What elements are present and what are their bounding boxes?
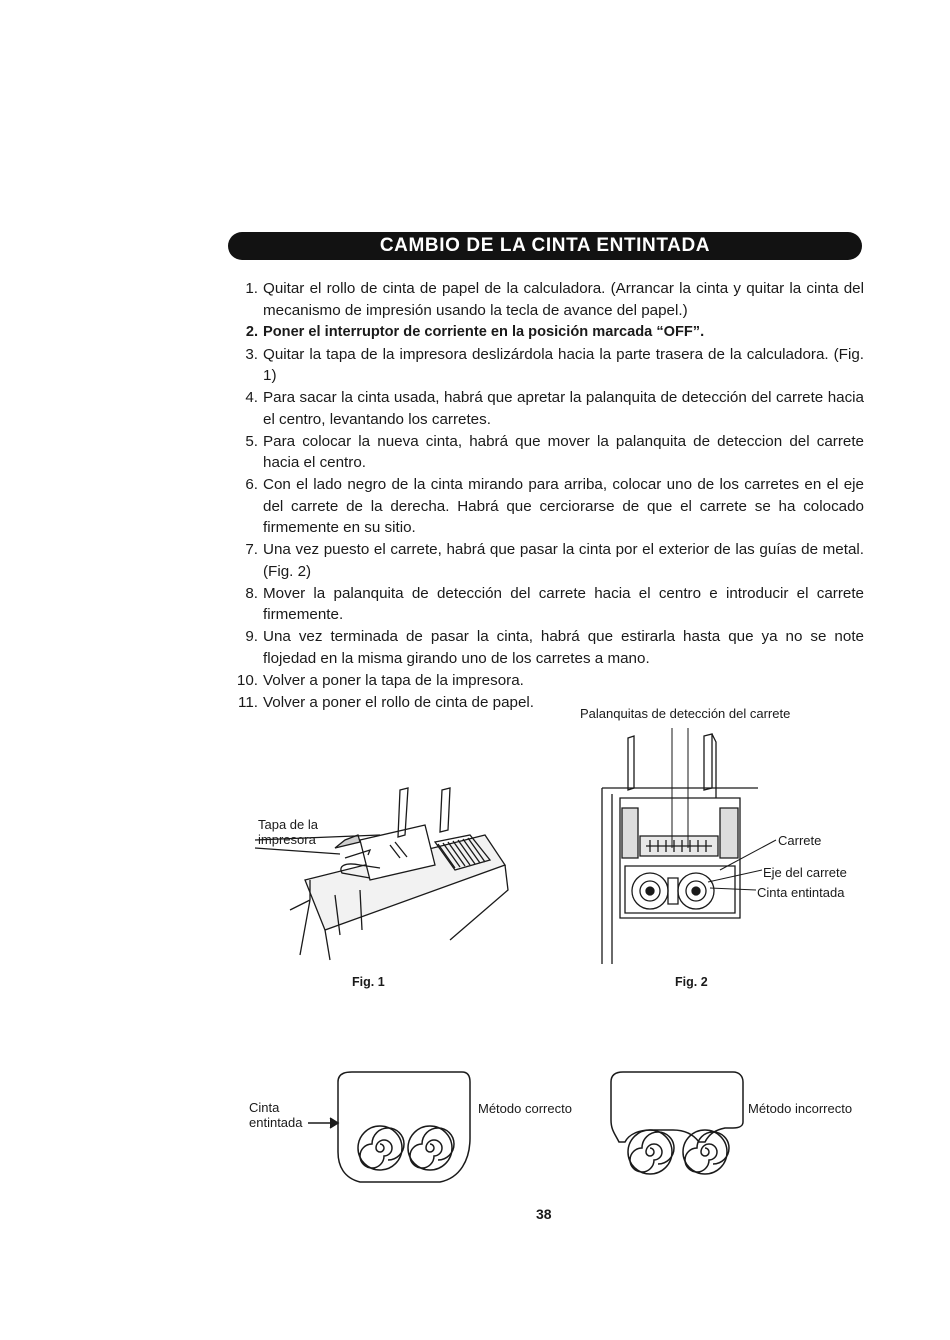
step-item xyxy=(228,670,864,692)
step-number: 1. xyxy=(245,280,258,297)
fig2-ribbon-label: Cinta entintada xyxy=(757,885,845,900)
step-item xyxy=(228,583,864,626)
incorrect-method-label: Método incorrecto xyxy=(748,1101,853,1116)
section-title: CAMBIO DE LA CINTA ENTINTADA xyxy=(379,235,711,256)
step-number: 7. xyxy=(245,541,258,558)
step-item xyxy=(228,278,864,321)
step-number: 5. xyxy=(245,432,258,450)
fig2-lever-label: Palanquitas de detección del carrete xyxy=(580,706,791,721)
step-number: 11. xyxy=(238,693,258,711)
step-item xyxy=(228,322,864,344)
fig1-illustration xyxy=(250,780,530,960)
step-text: Con el lado negro de la cinta mirando para arriba, colocar uno de los carretes en el eje del carrete de la derecha. Habrá que cerciorarse de que el carrete se ha colocado firmemente en su sitio. xyxy=(263,476,864,536)
step-text: Quitar la tapa de la impresora deslizárdola hacia la parte trasera de la calculadora. (Fig. 1) xyxy=(263,345,864,384)
correct-method-label: Método correcto xyxy=(478,1101,572,1116)
step-text: Para sacar la cinta usada, habrá que apretar la palanquita de detección del carrete hacia el centro, levantando los carretes. xyxy=(263,389,864,428)
step-number: 4. xyxy=(245,389,258,406)
step-item xyxy=(228,626,864,669)
step-item xyxy=(228,539,864,582)
incorrect-method-diagram xyxy=(605,1070,755,1190)
step-number: 8. xyxy=(245,584,258,602)
step-text: Mover la palanquita de detección del carrete hacia el centro e introducir el carrete firmemente. xyxy=(263,584,864,623)
step-text: Una vez puesto el carrete, habrá que pasar la cinta por el exterior de las guías de metal. (Fig. 2) xyxy=(263,541,864,580)
fig2-reel-label: Carrete xyxy=(778,833,822,848)
fig1-cover-label: Tapa de la impresora xyxy=(258,817,318,847)
step-item xyxy=(228,431,864,474)
step-text: Quitar el rollo de cinta de papel de la calculadora. (Arrancar la cinta y quitar la cinta del mecanismo de impresión usando la tecla de avance del papel.) xyxy=(263,280,864,319)
step-item xyxy=(228,474,864,539)
section-title-banner xyxy=(228,232,862,260)
correct-method-diagram xyxy=(300,1070,480,1190)
step-number: 6. xyxy=(245,476,258,493)
step-number: 2. xyxy=(245,323,258,340)
step-text: Poner el interruptor de corriente en la posición marcada “OFF”. xyxy=(263,323,705,340)
step-text: Volver a poner el rollo de cinta de papel. xyxy=(263,693,535,711)
step-item xyxy=(228,387,864,430)
step-item xyxy=(228,344,864,387)
step-number: 9. xyxy=(245,628,258,645)
fig2-caption: Fig. 2 xyxy=(675,975,708,989)
ribbon-label: Cinta entintada xyxy=(249,1100,303,1130)
page-number: 38 xyxy=(536,1206,552,1222)
step-text: Una vez terminada de pasar la cinta, habrá que estirarla hasta que ya no se note flojedad en la misma girando uno de los carretes a mano. xyxy=(263,628,864,667)
fig2-axis-label: Eje del carrete xyxy=(763,865,847,880)
instruction-list xyxy=(228,278,864,714)
step-number: 3. xyxy=(245,345,258,363)
step-text: Volver a poner la tapa de la impresora. xyxy=(263,671,524,689)
step-number: 10. xyxy=(236,671,258,689)
step-text: Para colocar la nueva cinta, habrá que mover la palanquita de deteccion del carrete hacia el centro. xyxy=(263,432,864,471)
fig1-caption: Fig. 1 xyxy=(352,975,385,989)
